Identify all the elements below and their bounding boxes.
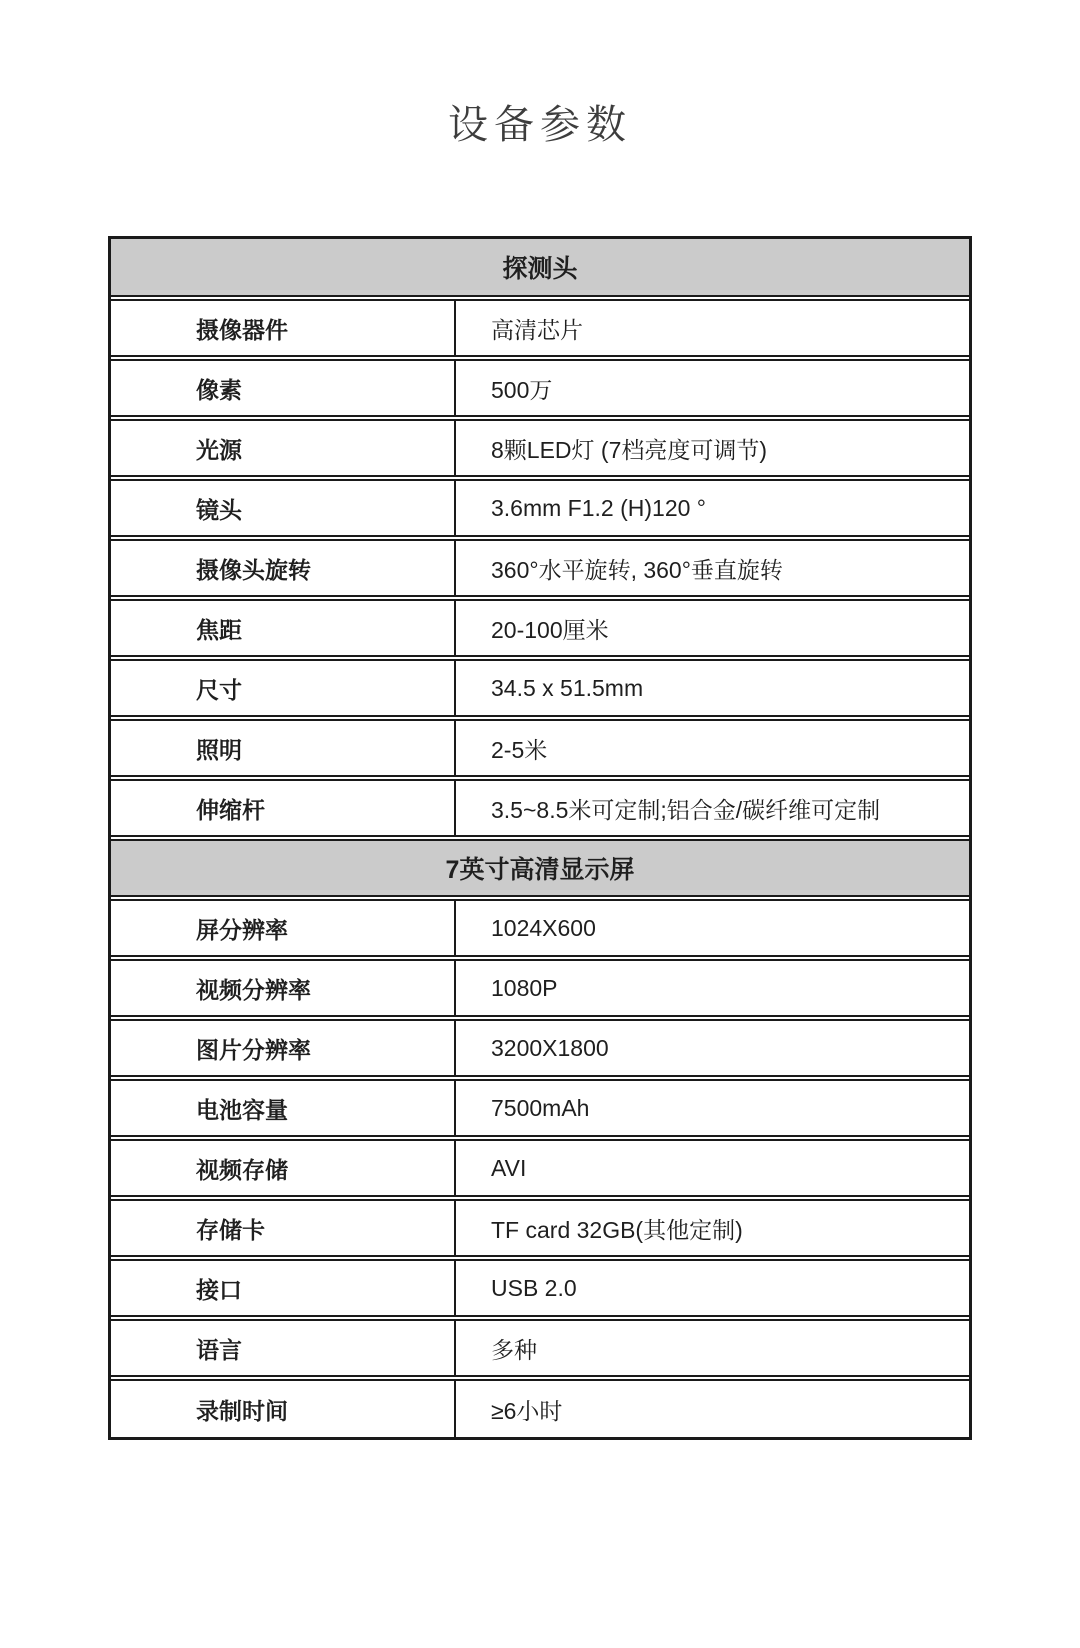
- table-row: [111, 899, 969, 957]
- table-row: [111, 1139, 969, 1197]
- table-row: [111, 539, 969, 597]
- table-row: [111, 959, 969, 1017]
- spec-value: 500万: [491, 376, 553, 403]
- spec-value: 1080P: [491, 974, 558, 1001]
- spec-value: USB 2.0: [491, 1274, 577, 1301]
- spec-value: 2-5米: [491, 736, 548, 763]
- spec-label: 屏分辨率: [111, 901, 456, 955]
- spec-label: 录制时间: [111, 1381, 456, 1437]
- spec-label: 摄像器件: [111, 301, 456, 355]
- spec-value: 3.6mm F1.2 (H)120 °: [491, 494, 706, 521]
- spec-value: 多种: [491, 1336, 537, 1363]
- table-row: [111, 1019, 969, 1077]
- table-row: [111, 1379, 969, 1437]
- spec-value: ≥6小时: [491, 1397, 563, 1424]
- spec-label: 焦距: [111, 601, 456, 655]
- spec-table: [108, 236, 972, 1440]
- table-row: [111, 479, 969, 537]
- table-row: [111, 719, 969, 777]
- table-row: [111, 1319, 969, 1377]
- section-header: [111, 239, 969, 297]
- spec-value: 高清芯片: [491, 316, 583, 343]
- spec-value: 20-100厘米: [491, 616, 609, 643]
- table-row: [111, 659, 969, 717]
- spec-value: 34.5 x 51.5mm: [491, 674, 644, 701]
- page-title: 设备参数: [448, 103, 632, 147]
- table-row: [111, 1199, 969, 1257]
- spec-label: 镜头: [111, 481, 456, 535]
- spec-label: 存储卡: [111, 1201, 456, 1255]
- spec-label: 光源: [111, 421, 456, 475]
- section-header-label: 探测头: [502, 255, 578, 283]
- table-row: [111, 1259, 969, 1317]
- spec-label: 视频存储: [111, 1141, 456, 1195]
- spec-value: 8颗LED灯 (7档亮度可调节): [491, 436, 768, 463]
- table-row: [111, 359, 969, 417]
- table-row: [111, 299, 969, 357]
- spec-value: 3.5~8.5米可定制;铝合金/碳纤维可定制: [491, 796, 881, 823]
- spec-label: 伸缩杆: [111, 781, 456, 835]
- spec-label: 电池容量: [111, 1081, 456, 1135]
- spec-label: 摄像头旋转: [111, 541, 456, 595]
- spec-value: TF card 32GB(其他定制): [491, 1216, 743, 1243]
- spec-value: AVI: [491, 1154, 527, 1181]
- spec-label: 视频分辨率: [111, 961, 456, 1015]
- spec-label: 照明: [111, 721, 456, 775]
- spec-label: 接口: [111, 1261, 456, 1315]
- table-row: [111, 419, 969, 477]
- spec-value: 3200X1800: [491, 1034, 609, 1061]
- spec-value: 360°水平旋转, 360°垂直旋转: [491, 556, 783, 583]
- table-row: [111, 599, 969, 657]
- spec-label: 像素: [111, 361, 456, 415]
- spec-label: 图片分辨率: [111, 1021, 456, 1075]
- table-row: [111, 779, 969, 837]
- section-header: [111, 839, 969, 897]
- spec-value: 7500mAh: [491, 1094, 590, 1121]
- spec-label: 尺寸: [111, 661, 456, 715]
- section-header-label: 7英寸高清显示屏: [445, 856, 635, 884]
- table-row: [111, 1079, 969, 1137]
- spec-label: 语言: [111, 1321, 456, 1375]
- spec-value: 1024X600: [491, 914, 596, 941]
